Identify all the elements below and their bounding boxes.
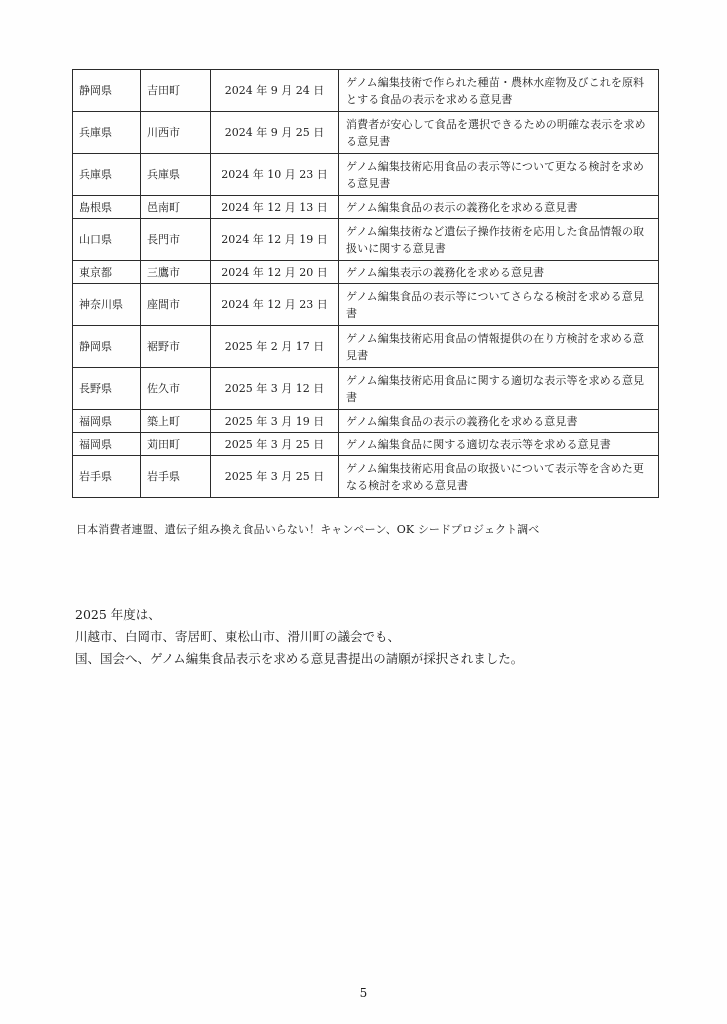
prefecture-cell: 神奈川県 xyxy=(73,284,141,326)
table-row xyxy=(73,112,659,154)
prefecture-cell: 山口県 xyxy=(73,219,141,261)
resolution-title-cell: ゲノム編集食品の表示の義務化を求める意見書 xyxy=(339,196,659,219)
municipality-cell: 岩手県 xyxy=(141,456,211,498)
date-cell: 2024 年 12 月 23 日 xyxy=(211,284,339,326)
prefecture-cell: 岩手県 xyxy=(73,456,141,498)
note-line: 2025 年度は、 xyxy=(75,607,161,622)
adopted-petitions-note xyxy=(75,604,523,670)
source-note: 日本消費者連盟、遺伝子組み換え食品いらない！キャンペーン、OK シードプロジェクト調べ xyxy=(76,523,540,536)
table-row xyxy=(73,196,659,219)
municipality-cell: 苅田町 xyxy=(141,433,211,456)
resolution-title-cell: ゲノム編集食品の表示の義務化を求める意見書 xyxy=(339,410,659,433)
table-row xyxy=(73,368,659,410)
date-cell: 2025 年 3 月 12 日 xyxy=(211,368,339,410)
municipality-cell: 三鷹市 xyxy=(141,261,211,284)
municipality-cell: 裾野市 xyxy=(141,326,211,368)
resolutions-table xyxy=(72,69,659,498)
date-cell: 2024 年 9 月 25 日 xyxy=(211,112,339,154)
resolution-title-cell: ゲノム編集技術応用食品の表示等について更なる検討を求める意見書 xyxy=(339,154,659,196)
municipality-cell: 邑南町 xyxy=(141,196,211,219)
date-cell: 2025 年 3 月 19 日 xyxy=(211,410,339,433)
municipality-cell: 兵庫県 xyxy=(141,154,211,196)
date-cell: 2025 年 2 月 17 日 xyxy=(211,326,339,368)
resolution-title-cell: ゲノム編集表示の義務化を求める意見書 xyxy=(339,261,659,284)
municipality-cell: 長門市 xyxy=(141,219,211,261)
table-row xyxy=(73,456,659,498)
prefecture-cell: 福岡県 xyxy=(73,433,141,456)
date-cell: 2024 年 10 月 23 日 xyxy=(211,154,339,196)
date-cell: 2025 年 3 月 25 日 xyxy=(211,456,339,498)
municipality-cell: 築上町 xyxy=(141,410,211,433)
resolution-title-cell: ゲノム編集食品に関する適切な表示等を求める意見書 xyxy=(339,433,659,456)
table-row xyxy=(73,219,659,261)
date-cell: 2024 年 12 月 19 日 xyxy=(211,219,339,261)
page-number: 5 xyxy=(359,986,368,1000)
prefecture-cell: 東京都 xyxy=(73,261,141,284)
resolution-title-cell: ゲノム編集技術応用食品に関する適切な表示等を求める意見書 xyxy=(339,368,659,410)
table-row xyxy=(73,261,659,284)
prefecture-cell: 島根県 xyxy=(73,196,141,219)
note-line: 国、国会へ、ゲノム編集食品表示を求める意見書提出の請願が採択されました。 xyxy=(75,651,524,666)
date-cell: 2024 年 12 月 20 日 xyxy=(211,261,339,284)
municipality-cell: 川西市 xyxy=(141,112,211,154)
date-cell: 2024 年 9 月 24 日 xyxy=(211,70,339,112)
table-row xyxy=(73,70,659,112)
resolution-title-cell: ゲノム編集技術応用食品の情報提供の在り方検討を求める意見書 xyxy=(339,326,659,368)
resolution-title-cell: ゲノム編集技術で作られた種苗・農林水産物及びこれを原料とする食品の表示を求める意見書 xyxy=(339,70,659,112)
resolution-title-cell: ゲノム編集技術など遺伝子操作技術を応用した食品情報の取扱いに関する意見書 xyxy=(339,219,659,261)
prefecture-cell: 長野県 xyxy=(73,368,141,410)
municipality-cell: 佐久市 xyxy=(141,368,211,410)
prefecture-cell: 兵庫県 xyxy=(73,154,141,196)
prefecture-cell: 静岡県 xyxy=(73,70,141,112)
resolution-title-cell: 消費者が安心して食品を選択できるための明確な表示を求める意見書 xyxy=(339,112,659,154)
municipality-cell: 吉田町 xyxy=(141,70,211,112)
table-row xyxy=(73,433,659,456)
resolution-title-cell: ゲノム編集技術応用食品の取扱いについて表示等を含めた更なる検討を求める意見書 xyxy=(339,456,659,498)
table-row xyxy=(73,410,659,433)
date-cell: 2024 年 12 月 13 日 xyxy=(211,196,339,219)
prefecture-cell: 福岡県 xyxy=(73,410,141,433)
prefecture-cell: 兵庫県 xyxy=(73,112,141,154)
date-cell: 2025 年 3 月 25 日 xyxy=(211,433,339,456)
prefecture-cell: 静岡県 xyxy=(73,326,141,368)
table-row xyxy=(73,154,659,196)
resolution-title-cell: ゲノム編集食品の表示等についてさらなる検討を求める意見書 xyxy=(339,284,659,326)
table-row xyxy=(73,326,659,368)
table-row xyxy=(73,284,659,326)
note-line: 川越市、白岡市、寄居町、東松山市、滑川町の議会でも、 xyxy=(75,629,401,644)
municipality-cell: 座間市 xyxy=(141,284,211,326)
